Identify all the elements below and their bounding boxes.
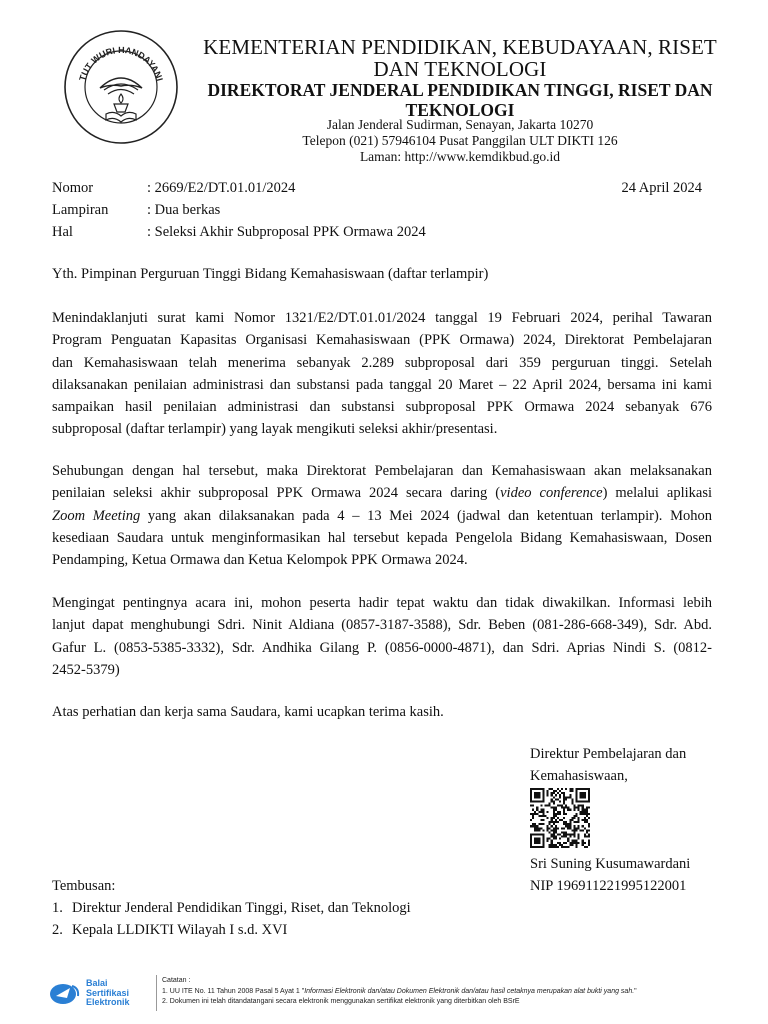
tut-wuri-handayani-logo (62, 28, 180, 146)
catatan-note-1 (162, 987, 637, 996)
nomor-value: : 2669/E2/DT.01.01/2024 (147, 180, 296, 196)
text-run: yang akan dilaksanakan pada 4 – 13 Mei 2024 (jadwal dan ketentuan terlampir). Mohon (140, 507, 713, 524)
tembusan-item-text: Direktur Jenderal Pendidikan Tinggi, Riset, dan Teknologi (72, 900, 411, 916)
paragraph-line: Gafur L. (0853-5385-3332), Sdr. Andhika Gilang P. (0856-0000-4871), dan Sdri. Aprias Nindi S. (0812- (52, 639, 712, 656)
bsre-line1: Balai (86, 978, 108, 988)
text-run: ) melalui aplikasi (602, 485, 712, 502)
bsre-wordmark (86, 979, 130, 1008)
paragraph-line: Menindaklanjuti surat kami Nomor 1321/E2/DT.01.01/2024 tanggal 19 Februari 2024, perihal Tawaran (52, 310, 712, 326)
letter-date: 24 April 2024 (621, 180, 702, 196)
tembusan-item-text: Kepala LLDIKTI Wilayah I s.d. XVI (72, 922, 288, 938)
directorate-name-line1: DIREKTORAT JENDERAL PENDIDIKAN TINGGI, RISET DAN (207, 80, 713, 100)
ministry-name (190, 36, 730, 80)
italic-term: video conference (500, 485, 603, 502)
paragraph-line: dan Kemahasiswaan telah menerima sebanyak 2.289 subproposal dari 359 perguruan tinggi. Setelah (52, 354, 712, 371)
signatory-nip: NIP 196911221995122001 (530, 878, 687, 894)
lampiran-label: Lampiran (52, 202, 109, 218)
ministry-name-line2: DAN TEKNOLOGI (373, 57, 547, 81)
paragraph-line (52, 482, 712, 504)
signature-title (530, 743, 686, 787)
paragraph-line: sampaikan hasil penilaian administrasi dan substansi subproposal PPK Ormawa 2024 sebanyak 676 (52, 399, 712, 416)
website: Laman: http://www.kemdikbud.go.id (359, 149, 561, 165)
ministry-name-line1: KEMENTERIAN PENDIDIKAN, KEBUDAYAAN, RISET (203, 35, 717, 59)
bsre-line3: Elektronik (86, 997, 130, 1007)
lampiran-value: : Dua berkas (147, 202, 221, 218)
paragraph-3 (52, 592, 712, 681)
svg-text:TUT WURI HANDAYANI: TUT WURI HANDAYANI (77, 44, 165, 83)
recipient-text: Yth. Pimpinan Perguruan Tinggi Bidang Kemahasiswaan (daftar terlampir) (52, 266, 489, 282)
closing-text: Atas perhatian dan kerja sama Saudara, kami ucapkan terima kasih. (52, 704, 444, 720)
italic-term: Zoom Meeting (52, 507, 141, 524)
text-run: 1. UU ITE No. 11 Tahun 2008 Pasal 5 Ayat 1 " (162, 988, 305, 995)
directorate-name (190, 80, 730, 120)
catatan-note-2: 2. Dokumen ini telah ditandatangani secara elektronik menggunakan sertifikat elektronik yang diterbitkan oleh BSrE (162, 998, 520, 1005)
directorate-name-line2: TEKNOLOGI (405, 100, 515, 120)
recipient (52, 263, 712, 285)
tembusan-item-number: 2. (52, 922, 63, 938)
paragraph-line: dilaksanakan penilaian administrasi dan substansi pada tanggal 20 Maret – 22 April 2024, bersama ini kami (52, 376, 712, 393)
paragraph-line: Mengingat pentingnya acara ini, mohon peserta hadir tepat waktu dan tidak diwakilkan. Informasi lebih (52, 595, 712, 611)
tembusan-label: Tembusan: (52, 878, 116, 894)
text-run: " (634, 988, 637, 995)
nomor-label: Nomor (52, 180, 94, 196)
signature-title-line2: Kemahasiswaan, (530, 768, 628, 784)
paragraph-line: 2452-5379) (52, 661, 120, 678)
italic-quote: Informasi Elektronik dan/atau Dokumen Elektronik dan/atau hasil cetaknya merupakan alat bukti yang sah. (304, 988, 635, 995)
signature-title-line1: Direktur Pembelajaran dan (530, 746, 687, 762)
closing (52, 701, 712, 723)
paragraph-line: Sehubungan dengan hal tersebut, maka Direktorat Pembelajaran dan Kemahasiswaan akan melaksanakan (52, 463, 712, 479)
qr-code-signature (530, 788, 590, 848)
phone: Telepon (021) 57946104 Pusat Panggilan ULT DIKTI 126 (302, 133, 618, 149)
paragraph-line: Pendamping, Ketua Ormawa dan Ketua Kelompok PPK Ormawa 2024. (52, 552, 468, 569)
paragraph-line: lanjut dapat menghubungi Sdri. Ninit Aldiana (0857-3187-3588), Sdr. Beben (081-286-668-349), Sdr. Abd. (52, 617, 712, 634)
tembusan-item (52, 897, 411, 919)
bsre-logo-icon (48, 980, 82, 1006)
paragraph-1 (52, 307, 712, 441)
letterhead-contact (190, 117, 730, 166)
address: Jalan Jenderal Sudirman, Senayan, Jakarta 10270 (326, 117, 594, 132)
hal-label: Hal (52, 224, 73, 240)
hal-value: : Seleksi Akhir Subproposal PPK Ormawa 2024 (147, 224, 426, 240)
bsre-line2: Sertifikasi (86, 987, 130, 998)
paragraph-line: kesediaan Saudara untuk menginformasikan hal tersebut kepada Pengelola Bidang Kemahasiswaan, Dosen (52, 529, 712, 546)
paragraph-2 (52, 460, 712, 571)
paragraph-line: subproposal (daftar terlampir) yang layak mengikuti seleksi akhir/presentasi. (52, 421, 498, 438)
signatory-name: Sri Suning Kusumawardani (530, 856, 691, 872)
paragraph-line: Program Penguatan Kapasitas Organisasi Kemahasiswaan (PPK Ormawa) 2024, Direktorat Pembelajaran (52, 332, 712, 349)
paragraph-line (52, 505, 712, 527)
catatan-label: Catatan : (162, 977, 191, 984)
text-run: penilaian seleksi akhir subproposal PPK Ormawa 2024 secara daring ( (52, 485, 501, 502)
tembusan-item (52, 919, 287, 941)
tembusan-item-number: 1. (52, 900, 63, 916)
